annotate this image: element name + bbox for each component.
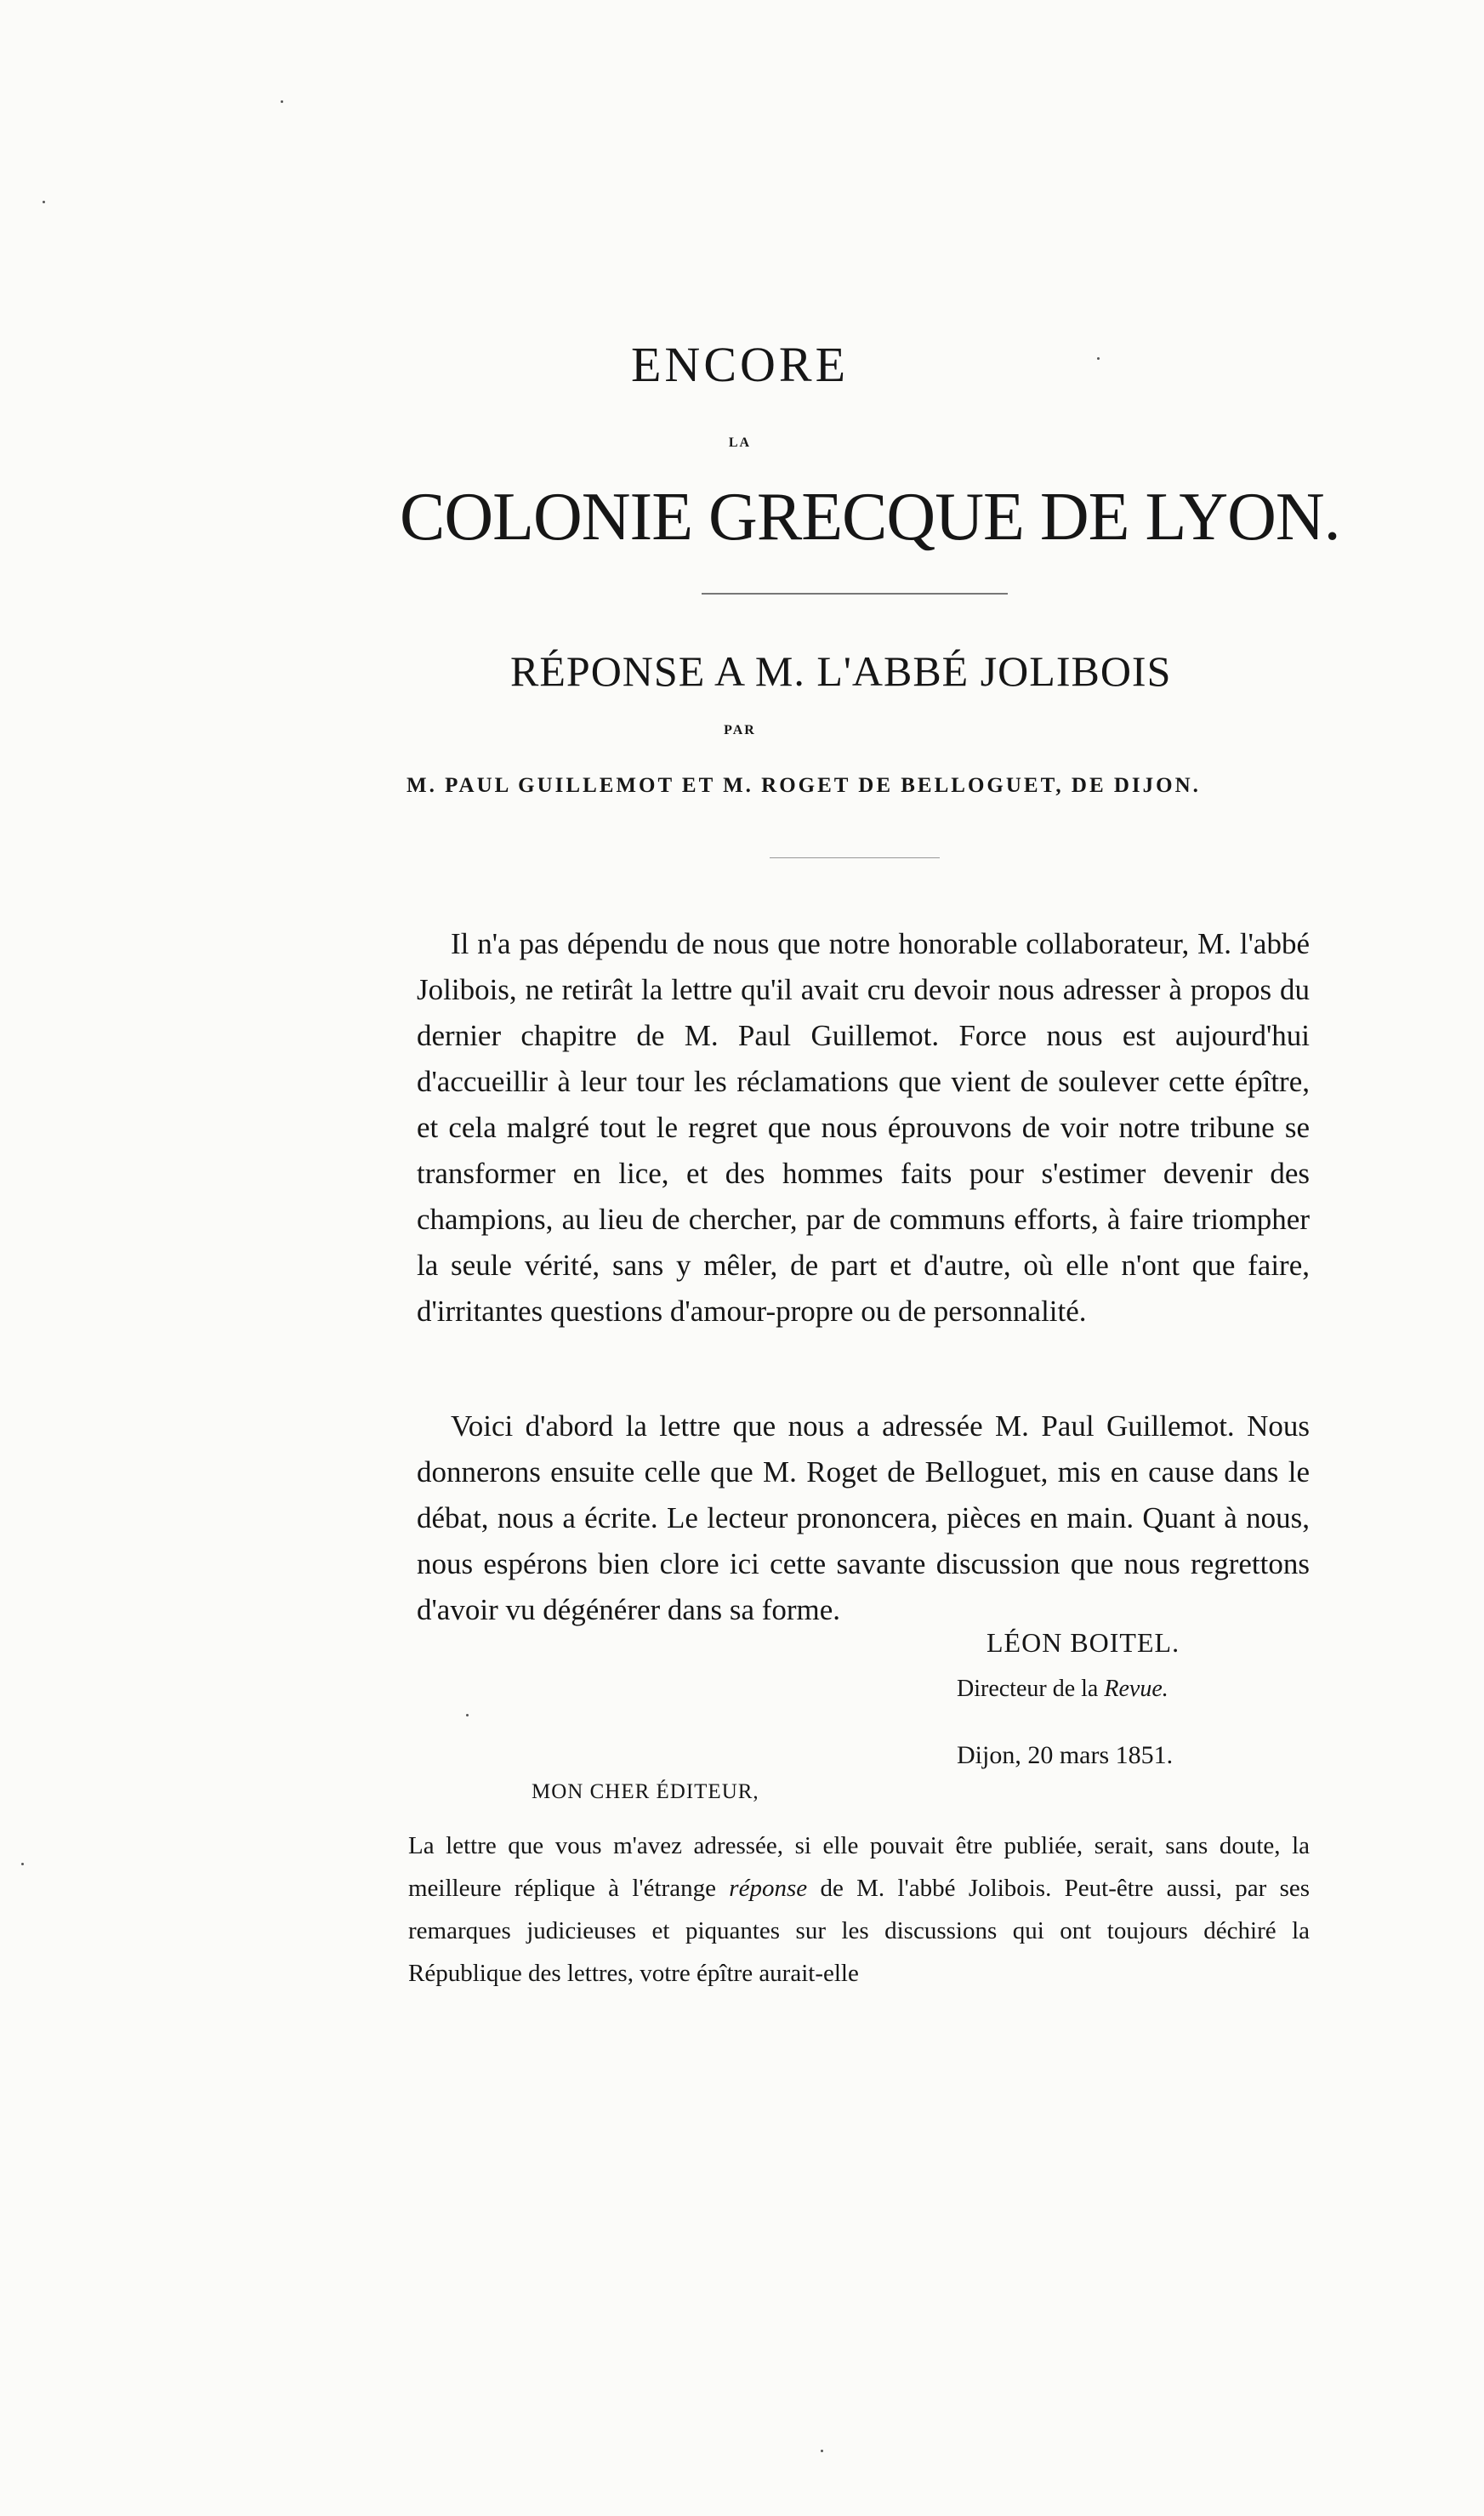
paper-speck	[466, 1714, 469, 1716]
divider-rule	[702, 593, 1008, 595]
letter-salutation: MON CHER ÉDITEUR,	[532, 1780, 759, 1803]
paper-speck	[1097, 357, 1100, 360]
paragraph-text: Il n'a pas dépendu de nous que notre honorable collaborateur, M. l'abbé Jolibois, ne retirât la lettre qu'il avait cru devoir nous adresser à propos du dernier chapitre de M. Paul Guillemot. Force nous est aujourd'hui d'accueillir à leur tour les réclamations que vient de soulever cette épître, et cela malgré tout le regret que nous éprouvons de voir notre tribune se transformer en lice, et des hommes faits pour s'estimer devenir des champions, au lieu de chercher, par de communs efforts, à faire triompher la seule vérité, sans y mêler, de part et d'autre, où elle n'ont que faire, d'irritantes questions d'amour-propre ou de personnalité.	[417, 927, 1310, 1328]
subtitle-reponse: RÉPONSE A M. L'ABBÉ JOLIBOIS	[510, 647, 1172, 695]
heading-encore: ENCORE	[631, 337, 849, 392]
paper-speck	[281, 100, 283, 103]
main-title: COLONIE GRECQUE DE LYON.	[400, 480, 1340, 555]
letter-paragraph	[408, 1824, 1310, 1995]
paper-speck	[43, 201, 45, 203]
letter-body	[408, 1824, 1310, 1995]
letter-text-after: de M. l'abbé Jolibois. Peut-être aussi, par ses remarques judicieuses et piquantes sur les discussions qui ont toujours déchiré la République des lettres, votre épître aurait-elle	[408, 1875, 1311, 1987]
signature-title	[957, 1676, 1348, 1703]
authors-line: M. PAUL GUILLEMOT ET M. ROGET DE BELLOGUET, DE DIJON.	[407, 774, 1201, 797]
letter-date: Dijon, 20 mars 1851.	[957, 1741, 1174, 1769]
signature-name: LÉON BOITEL.	[986, 1627, 1180, 1658]
divider-rule-small	[770, 857, 940, 858]
signature-title-prefix: Directeur de la	[957, 1676, 1099, 1702]
body-paragraph-2	[417, 1403, 1310, 1633]
paper-speck	[821, 2450, 823, 2452]
letter-italic-word: réponse	[729, 1875, 808, 1902]
paragraph-text: Voici d'abord la lettre que nous a adressée M. Paul Guillemot. Nous donnerons ensuite celle que M. Roget de Belloguet, mis en cause dans le débat, nous a écrite. Le lecteur prononcera, pièces en main. Quant à nous, nous espérons bien clore ici cette savante discussion que nous regrettons d'avoir vu dégénérer dans sa forme.	[417, 1409, 1310, 1626]
heading-par: PAR	[724, 723, 756, 737]
heading-la: LA	[728, 435, 752, 450]
body-paragraph-1	[417, 921, 1310, 1335]
paper-speck	[21, 1863, 24, 1865]
letter-text-before: La lettre que vous m'avez adressée, si elle pouvait être publiée, serait, sans doute, la meilleure réplique à l'étrange	[408, 1832, 1310, 1902]
signature-title-italic: Revue.	[1104, 1676, 1168, 1702]
